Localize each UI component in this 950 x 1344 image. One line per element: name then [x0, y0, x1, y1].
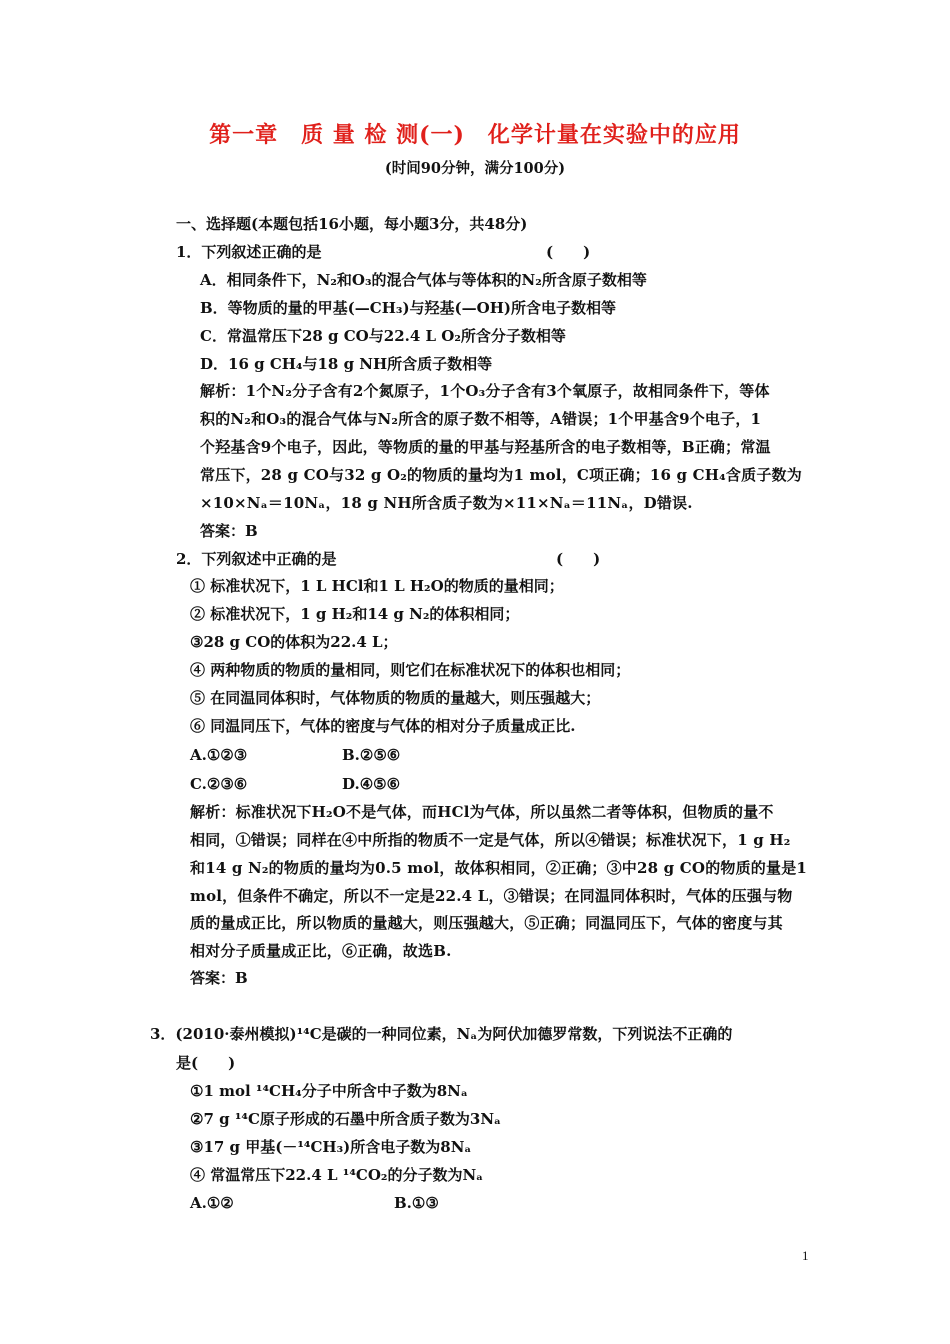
q2-answer-blank: ( ) — [556, 550, 601, 568]
q2-analysis-line: 相对分子质量成正比，⑥正确，故选B. — [190, 942, 452, 960]
q1-analysis-line: 积的N₂和O₃的混合气体与N₂所含的原子数不相等，A错误；1个甲基含9个电子，1 — [200, 410, 762, 428]
page-number: 1 — [802, 1248, 809, 1263]
q2-answer: 答案：B — [190, 969, 248, 987]
q2-option-c: C.②③⑥ — [190, 775, 248, 793]
q1-option-d: D．16 g CH₄与18 g NH所含质子数相等 — [200, 355, 493, 373]
q1-answer-blank: ( ) — [546, 243, 591, 261]
q1-analysis-line: 解析：1个N₂分子含有2个氮原子，1个O₃分子含有3个氧原子，故相同条件下，等体 — [200, 382, 770, 400]
q2-statement: ⑥ 同温同压下，气体的密度与气体的相对分子质量成正比. — [190, 717, 576, 735]
q2-analysis-line: 和14 g N₂的物质的量均为0.5 mol，故体积相同，②正确；③中28 g CO的物质的量是1 — [190, 859, 808, 877]
q1-stem: 1．下列叙述正确的是 — [176, 243, 322, 261]
q2-analysis-line: 质的量成正比，所以物质的量越大，则压强越大，⑤正确；同温同压下，气体的密度与其 — [190, 914, 783, 932]
q2-analysis-line: mol，但条件不确定，所以不一定是22.4 L，③错误；在同温同体积时，气体的压强与物 — [190, 887, 793, 905]
q1-option-c: C．常温常压下28 g CO与22.4 L O₂所含分子数相等 — [200, 327, 566, 345]
q1-analysis-line: 常压下，28 g CO与32 g O₂的物质的量均为1 mol，C项正确；16 g CH₄含质子数为 — [200, 466, 802, 484]
section-heading: 一、选择题(本题包括16小题，每小题3分，共48分) — [176, 215, 528, 233]
q2-analysis-line: 解析：标准状况下H₂O不是气体，而HCl为气体，所以虽然二者等体积，但物质的量不 — [190, 803, 774, 821]
q2-analysis-line: 相同，①错误；同样在④中所指的物质不一定是气体，所以④错误；标准状况下，1 g H₂ — [190, 831, 791, 849]
q2-option-d: D.④⑤⑥ — [342, 775, 401, 793]
q2-statement: ⑤ 在同温同体积时，气体物质的物质的量越大，则压强越大； — [190, 689, 601, 707]
q1-analysis-line: 个羟基含9个电子，因此，等物质的量的甲基与羟基所含的电子数相等，B正确；常温 — [200, 438, 771, 456]
q2-option-b: B.②⑤⑥ — [342, 746, 401, 764]
q1-analysis-line: ×10×Nₐ＝10Nₐ，18 g NH所含质子数为×11×Nₐ＝11Nₐ，D错误. — [200, 494, 693, 512]
q2-option-a: A.①②③ — [190, 746, 248, 764]
q3-statement: ④ 常温常压下22.4 L ¹⁴CO₂的分子数为Nₐ — [190, 1166, 484, 1184]
q3-stem: 3．(2010·泰州模拟)¹⁴C是碳的一种同位素，Nₐ为阿伏加德罗常数，下列说法不正确的 — [150, 1025, 733, 1043]
q1-option-a: A．相同条件下，N₂和O₃的混合气体与等体积的N₂所含原子数相等 — [200, 271, 647, 289]
page-subtitle: (时间90分钟，满分100分) — [384, 160, 566, 177]
q2-stem: 2．下列叙述中正确的是 — [176, 550, 337, 568]
q1-option-b: B．等物质的量的甲基(—CH₃)与羟基(—OH)所含电子数相等 — [200, 299, 616, 317]
q3-statement: ③17 g 甲基(－¹⁴CH₃)所含电子数为8Nₐ — [190, 1138, 472, 1156]
q3-option-a: A.①② — [190, 1194, 234, 1212]
q2-statement: ④ 两种物质的物质的量相同，则它们在标准状况下的体积也相同； — [190, 661, 631, 679]
q2-statement: ① 标准状况下，1 L HCl和1 L H₂O的物质的量相同； — [190, 577, 564, 595]
q1-answer: 答案：B — [200, 522, 258, 540]
q3-option-b: B.①③ — [394, 1194, 439, 1212]
q3-stem-continuation: 是( ) — [176, 1054, 236, 1072]
q2-statement: ② 标准状况下，1 g H₂和14 g N₂的体积相同； — [190, 605, 520, 623]
q3-statement: ①1 mol ¹⁴CH₄分子中所含中子数为8Nₐ — [190, 1082, 468, 1100]
page-title: 第一章 质 量 检 测(一) 化学计量在实验中的应用 — [209, 122, 741, 148]
q3-statement: ②7 g ¹⁴C原子形成的石墨中所含质子数为3Nₐ — [190, 1110, 502, 1128]
q2-statement: ③28 g CO的体积为22.4 L； — [190, 633, 398, 651]
